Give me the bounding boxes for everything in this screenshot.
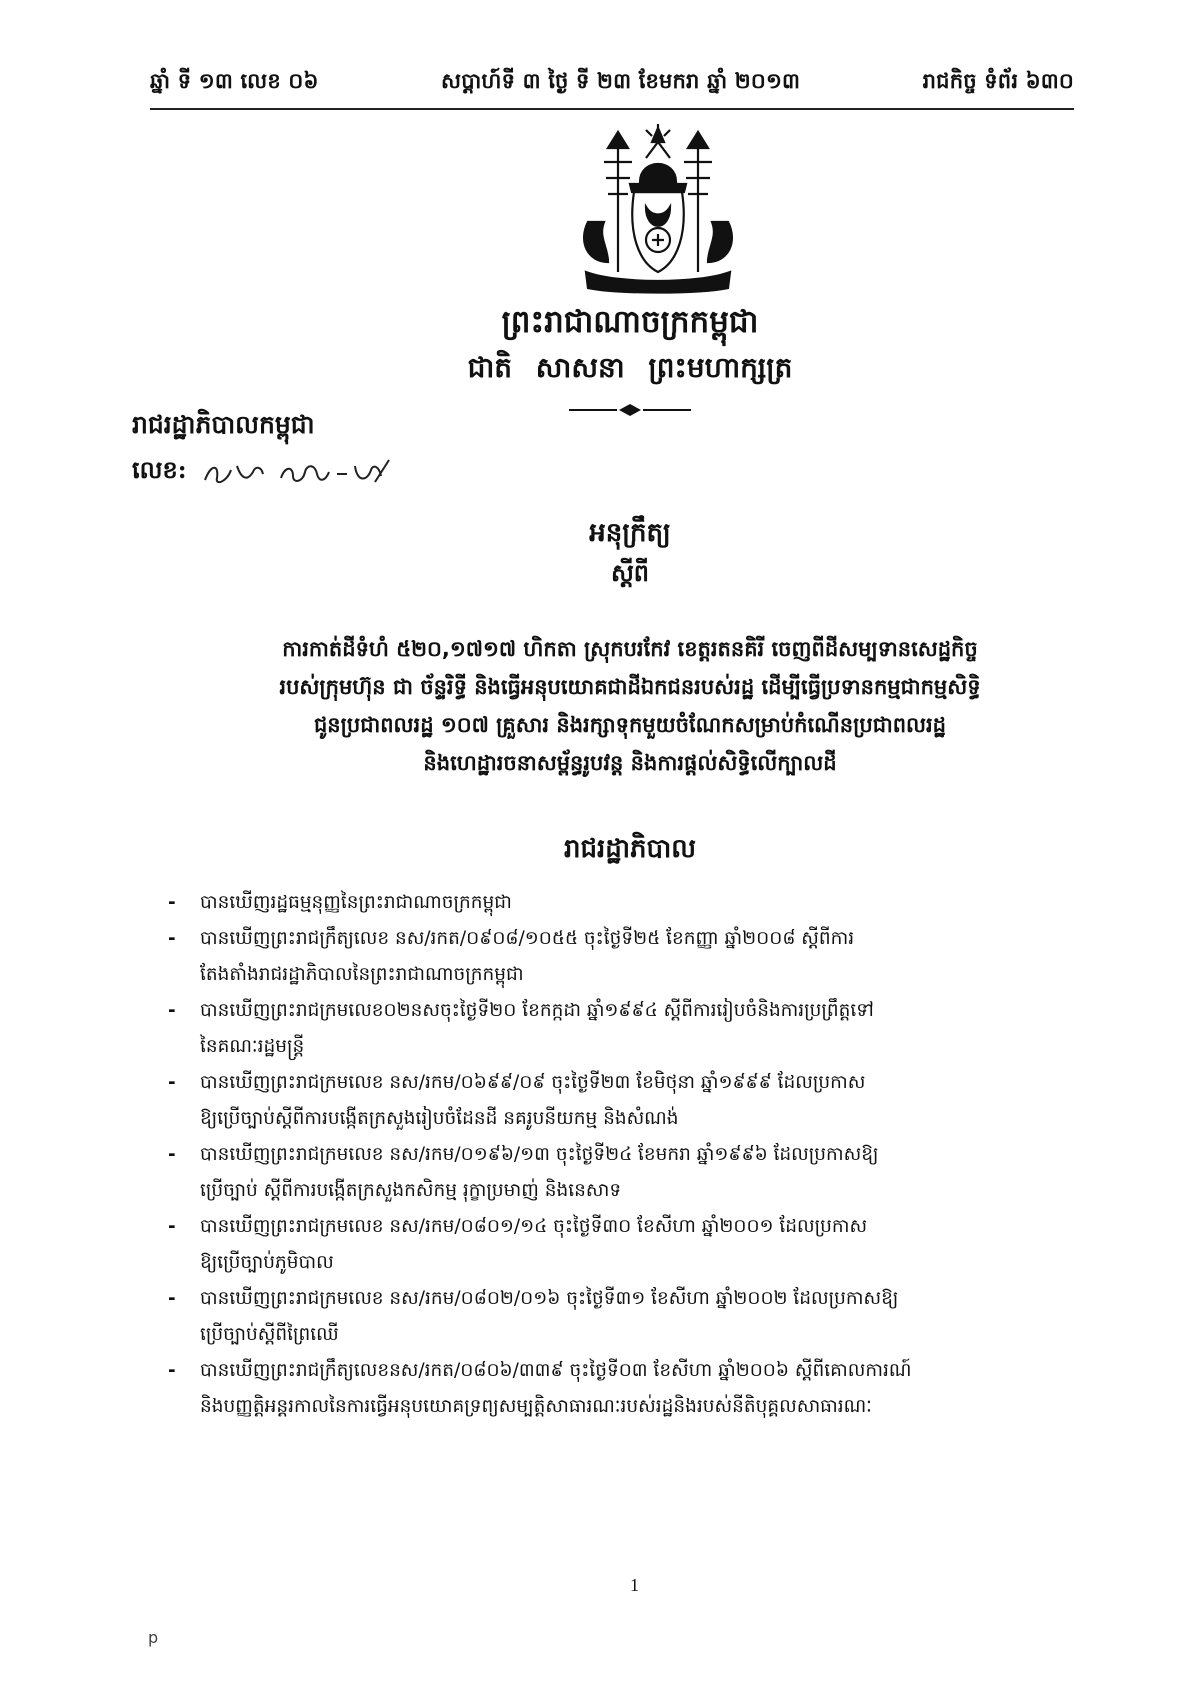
item-line: ប្រើច្បាប់ស្តីពីព្រៃឈើ bbox=[200, 1324, 339, 1345]
title-line: និងហេដ្ឋារចនាសម្ព័ន្ធរូបវន្ត និងការផ្តល់សិទ្ធិលើក្បាលដី bbox=[423, 751, 837, 775]
royal-emblem bbox=[568, 122, 748, 294]
reference-label: លេខ: bbox=[132, 454, 187, 484]
gazette-year-issue: ឆ្នាំ ទី ១៣ លេខ ០៦ bbox=[150, 69, 319, 93]
item-line: តែងតាំងរាជរដ្ឋាភិបាលនៃព្រះរាជាណាចក្រកម្ពុជា bbox=[200, 964, 524, 985]
item-line: - បានឃើញព្រះរាជក្រមលេខ នស/រកម/០៦៩៩/០៩ ចុះថ្ងៃទី២៣ ខែមិថុនា ឆ្នាំ១៩៩៩ ដែលប្រកាស bbox=[200, 1072, 866, 1093]
list-item bbox=[168, 1137, 1068, 1209]
title-line: របស់ក្រុមហ៊ុន ជា ច័ន្ទរិទ្ធី និងធ្វើអនុបយោគជាដីឯកជនរបស់រដ្ឋ ដើម្បីធ្វើប្រទានកម្មជាកម្មសិទ្ធិ bbox=[279, 675, 981, 699]
item-line: នៃគណៈរដ្ឋមន្ត្រី bbox=[200, 1036, 305, 1057]
item-line: - បានឃើញព្រះរាជក្រមលេខ នស/រកម/០៨០១/១៤ ចុះថ្ងៃទី៣០ ខែសីហា ឆ្នាំ២០០១ ដែលប្រកាស bbox=[200, 1216, 868, 1237]
list-item bbox=[168, 885, 1068, 921]
gazette-page-ref: រាជកិច្ច ទំព័រ ៦៣០ bbox=[922, 69, 1074, 93]
item-line: - បានឃើញព្រះរាជក្រមលេខ០២នសចុះថ្ងៃទី២០ ខែកក្កដា ឆ្នាំ១៩៩៤ ស្តីពីការរៀបចំនិងការប្រព្រឹត្តទៅ bbox=[200, 1000, 874, 1021]
legal-basis-list bbox=[168, 885, 1068, 1425]
list-item bbox=[168, 1353, 1068, 1425]
list-item bbox=[168, 921, 1068, 993]
item-line: - បានឃើញរដ្ឋធម្មនុញ្ញនៃព្រះរាជាណាចក្រកម្ពុជា bbox=[200, 892, 512, 913]
title-line: ការកាត់ដីទំហំ ៥២០,១៧១៧ ហិកតា ស្រុកបរកែវ ខេត្តរតនគិរី ចេញពីដីសម្បទានសេដ្ឋកិច្ច bbox=[282, 637, 978, 661]
item-line: ឱ្យប្រើច្បាប់ស្តីពីការបង្កើតក្រសួងរៀបចំដែនដី នគរូបនីយកម្ម និងសំណង់ bbox=[200, 1108, 679, 1129]
header-divider bbox=[150, 108, 1074, 110]
item-line: ប្រើច្បាប់ ស្តីពីការបង្កើតក្រសួងកសិកម្ម រុក្ខាប្រមាញ់ និងនេសាទ bbox=[200, 1180, 622, 1201]
list-item bbox=[168, 1065, 1068, 1137]
item-line: - បានឃើញព្រះរាជក្រមលេខ នស/រកម/០១៩៦/១៣ ចុះថ្ងៃទី២៤ ខែមករា ឆ្នាំ១៩៩៦ ដែលប្រកាសឱ្យ bbox=[200, 1144, 879, 1165]
government-heading: រាជរដ្ឋាភិបាល bbox=[563, 834, 697, 864]
gazette-header bbox=[150, 68, 1074, 99]
item-line: - បានឃើញព្រះរាជក្រឹត្យលេខ នស/រកត/០៩០៨/១០៥៥ ចុះថ្ងៃទី២៥ ខែកញ្ញា ឆ្នាំ២០០៨ ស្តីពីការ bbox=[200, 928, 855, 949]
handwritten-reference-number bbox=[197, 452, 397, 492]
list-item bbox=[168, 993, 1068, 1065]
item-line: - បានឃើញព្រះរាជក្រមលេខ នស/រកម/០៨០២/០១៦ ចុះថ្ងៃទី៣១ ខែសីហា ឆ្នាំ២០០២ ដែលប្រកាសឱ្យ bbox=[200, 1288, 899, 1309]
kingdom-name: ព្រះរាជាណាចក្រកម្ពុជា bbox=[501, 304, 759, 340]
document-type: អនុក្រឹត្យ bbox=[589, 518, 671, 548]
item-line: ឱ្យប្រើច្បាប់ភូមិបាល bbox=[200, 1252, 334, 1273]
reference-line bbox=[132, 452, 397, 492]
issuing-authority: រាជរដ្ឋាភិបាលកម្ពុជា bbox=[132, 410, 315, 439]
item-line: និងបញ្ញត្តិអន្តរកាលនៃការធ្វើអនុបយោគទ្រព្យសម្បត្តិសាធារណៈរបស់រដ្ឋនិងរបស់នីតិបុគ្គលសាធារណៈ bbox=[200, 1396, 872, 1417]
list-item bbox=[168, 1281, 1068, 1353]
corner-mark: p bbox=[148, 1628, 159, 1647]
list-item bbox=[168, 1209, 1068, 1281]
document-title bbox=[228, 630, 1032, 782]
subject-label: ស្តីពី bbox=[610, 558, 650, 587]
page-number: 1 bbox=[630, 1575, 639, 1595]
national-motto: ជាតិ សាសនា ព្រះមហាក្សត្រ bbox=[467, 351, 793, 384]
item-line: - បានឃើញព្រះរាជក្រឹត្យលេខនស/រកត/០៨០៦/៣៣៩ ចុះថ្ងៃទី០៣ ខែសីហា ឆ្នាំ២០០៦ ស្តីពីគោលការណ៍ bbox=[200, 1360, 912, 1381]
ornament-divider bbox=[565, 400, 695, 420]
title-line: ជូនប្រជាពលរដ្ឋ ១០៧ គ្រួសារ និងរក្សាទុកមួយចំណែកសម្រាប់កំណើនប្រជាពលរដ្ឋ bbox=[313, 713, 947, 737]
gazette-week-date: សប្តាហ៍ទី ៣ ថ្ងៃ ទី ២៣ ខែមករា ឆ្នាំ ២០១៣ bbox=[441, 69, 801, 93]
